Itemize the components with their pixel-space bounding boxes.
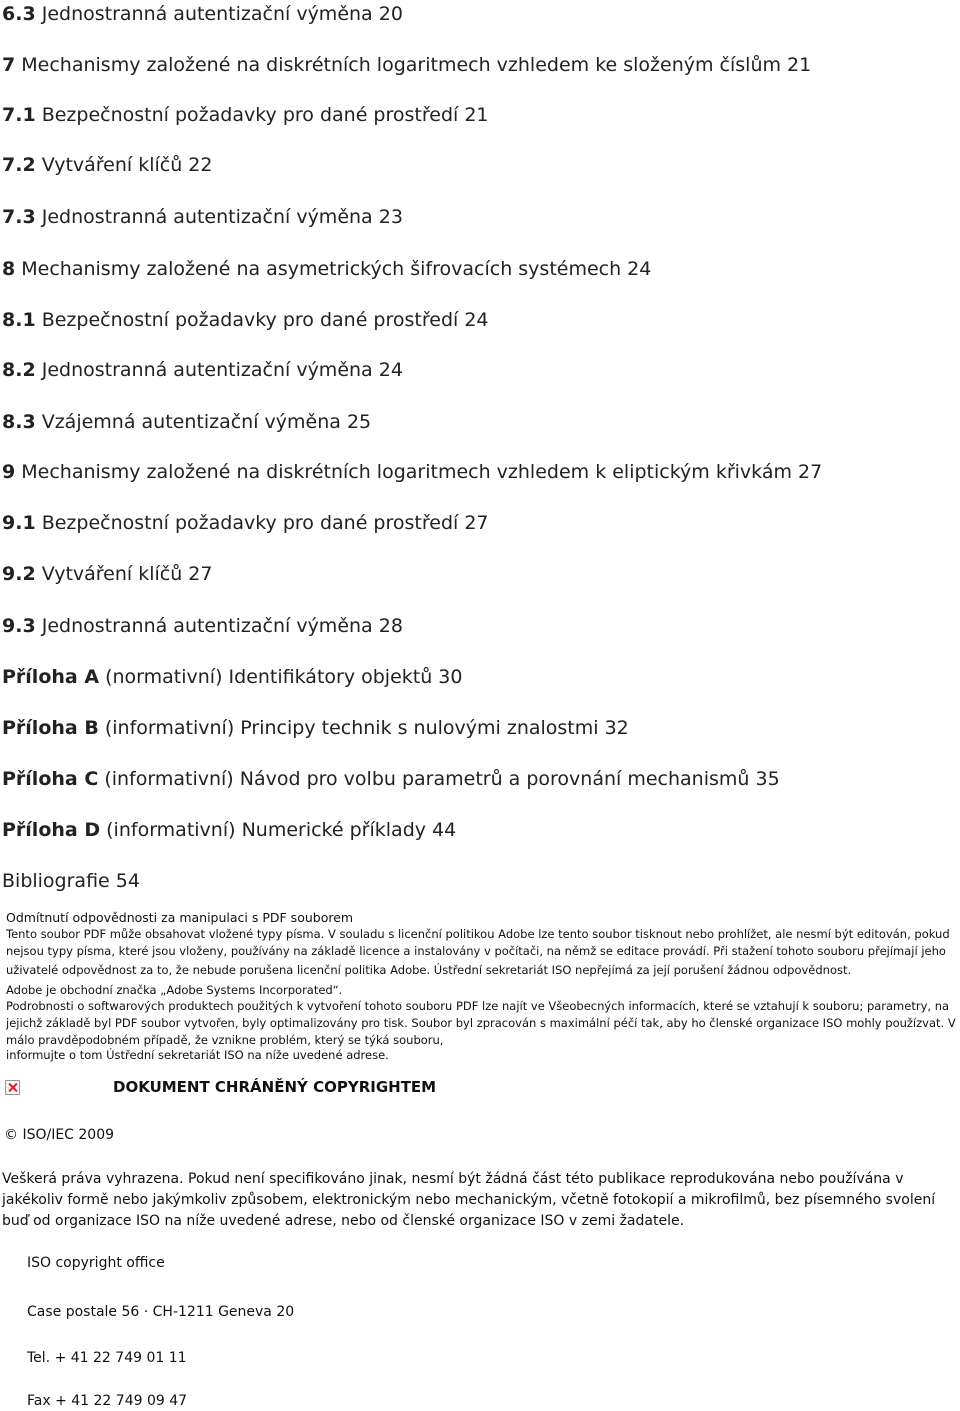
toc-title: Mechanismy založené na asymetrických šifrovacích systémech 24: [15, 258, 652, 280]
address-office: ISO copyright office: [27, 1255, 165, 1271]
toc-entry[interactable]: [2, 2, 403, 26]
toc-number: 9: [2, 461, 16, 483]
annex-label: Příloha D: [2, 819, 101, 841]
toc-title: Jednostranná autentizační výměna 24: [35, 359, 403, 381]
toc-entry[interactable]: [2, 410, 371, 434]
toc-number: 7.3: [2, 206, 36, 228]
copyright-notice: © ISO/IEC 2009: [4, 1127, 115, 1143]
toc-title: Vytváření klíčů 27: [35, 563, 213, 585]
toc-title: Jednostranná autentizační výměna 20: [35, 3, 403, 25]
toc-number: 7.1: [2, 104, 36, 126]
toc-entry[interactable]: [2, 205, 403, 229]
address-fax: Fax + 41 22 749 09 47: [27, 1393, 188, 1409]
annex-entry[interactable]: [2, 716, 629, 740]
broken-image-icon: [5, 1080, 20, 1095]
toc-title: Mechanismy založené na diskrétních logaritmech vzhledem ke složeným číslům 21: [15, 54, 812, 76]
disclaimer-paragraph-5: informujte o tom Ústřední sekretariát ISO na níže uvedené adrese.: [6, 1048, 389, 1062]
toc-title: Vzájemná autentizační výměna 25: [35, 411, 372, 433]
toc-number: 7.2: [2, 154, 36, 176]
disclaimer-title: Odmítnutí odpovědnosti za manipulaci s PDF souborem: [6, 910, 354, 925]
toc-number: 6.3: [2, 3, 36, 25]
toc-entry[interactable]: [2, 358, 403, 382]
address-postal: Case postale 56 · CH-1211 Geneva 20: [27, 1304, 295, 1320]
toc-title: Bezpečnostní požadavky pro dané prostředí 24: [35, 309, 489, 331]
annex-entry[interactable]: [2, 665, 462, 689]
bibliography-entry[interactable]: Bibliografie 54: [2, 870, 140, 892]
address-tel: Tel. + 41 22 749 01 11: [27, 1350, 187, 1366]
rights-paragraph: Veškerá práva vyhrazena. Pokud není specifikováno jinak, nesmí být žádná část této publikace reprodukována nebo používána v jakékoliv formě nebo jakýmkoliv způsobem, elektronickým nebo mechanickým, včetně fotokopií a mikrofilmů, bez písemného svolení buď od organizace ISO na níže uvedené adrese, nebo od členské organizace ISO v zemi žadatele.: [2, 1171, 936, 1229]
disclaimer-paragraph-2: uživatelé odpovědnost za to, že nebude porušena licenční politika Adobe. Ústřední sekretariát ISO nepřejímá za její porušení žádnou odpovědnost.: [6, 963, 852, 977]
annex-entry[interactable]: [2, 767, 780, 791]
toc-entry[interactable]: [2, 257, 651, 281]
toc-title: Vytváření klíčů 22: [35, 154, 213, 176]
toc-number: 8.3: [2, 411, 36, 433]
toc-entry[interactable]: [2, 53, 811, 77]
annex-title: (informativní) Návod pro volbu parametrů a porovnání mechanismů 35: [98, 768, 780, 790]
toc-title: Bezpečnostní požadavky pro dané prostředí 27: [35, 512, 489, 534]
toc-number: 9.2: [2, 563, 36, 585]
annex-entry[interactable]: [2, 818, 456, 842]
annex-label: Příloha A: [2, 666, 100, 688]
toc-title: Mechanismy založené na diskrétních logaritmech vzhledem k eliptickým křivkám 27: [15, 461, 823, 483]
toc-entry[interactable]: [2, 460, 822, 484]
disclaimer-paragraph-3: Adobe je obchodní značka „Adobe Systems Incorporated“.: [6, 983, 343, 997]
annex-label: Příloha C: [2, 768, 99, 790]
toc-number: 7: [2, 54, 16, 76]
toc-number: 9.1: [2, 512, 36, 534]
toc-title: Bezpečnostní požadavky pro dané prostředí 21: [35, 104, 489, 126]
toc-entry[interactable]: [2, 614, 403, 638]
toc-title: Jednostranná autentizační výměna 23: [35, 206, 403, 228]
toc-number: 9.3: [2, 615, 36, 637]
annex-title: (normativní) Identifikátory objektů 30: [99, 666, 463, 688]
toc-entry[interactable]: [2, 511, 489, 535]
annex-title: (informativní) Numerické příklady 44: [100, 819, 457, 841]
toc-entry[interactable]: [2, 103, 489, 127]
toc-number: 8: [2, 258, 16, 280]
disclaimer-paragraph-4: Podrobnosti o softwarových produktech použitých k vytvoření tohoto souboru PDF lze najít ve Všeobecných informacích, které se vztahují k souboru; parametry, na jejichž základě byl PDF soubor vytvořen, byly optimalizovány pro tisk. Soubor byl zpracován s maximální péčí tak, aby ho členské organizace ISO mohly použízvat. V málo pravděpodobném případě, že vznikne problém, který se týká souboru,: [6, 999, 956, 1047]
toc-entry[interactable]: [2, 562, 213, 586]
toc-number: 8.2: [2, 359, 36, 381]
toc-entry[interactable]: [2, 153, 213, 177]
protected-heading: DOKUMENT CHRÁNĚNÝ COPYRIGHTEM: [113, 1078, 437, 1096]
toc-entry[interactable]: [2, 308, 489, 332]
toc-title: Jednostranná autentizační výměna 28: [35, 615, 403, 637]
toc-number: 8.1: [2, 309, 36, 331]
annex-title: (informativní) Principy technik s nulovými znalostmi 32: [98, 717, 629, 739]
disclaimer-paragraph-1: Tento soubor PDF může obsahovat vložené typy písma. V souladu s licenční politikou Adobe lze tento soubor tisknout nebo prohlížet, ale nesmí být editován, pokud nejsou typy písma, které jsou vloženy, používány na základě licence a instalovány v počítači, na němž se editace provádí. Při stažení tohoto souboru přejímají jeho: [6, 927, 950, 958]
annex-label: Příloha B: [2, 717, 99, 739]
